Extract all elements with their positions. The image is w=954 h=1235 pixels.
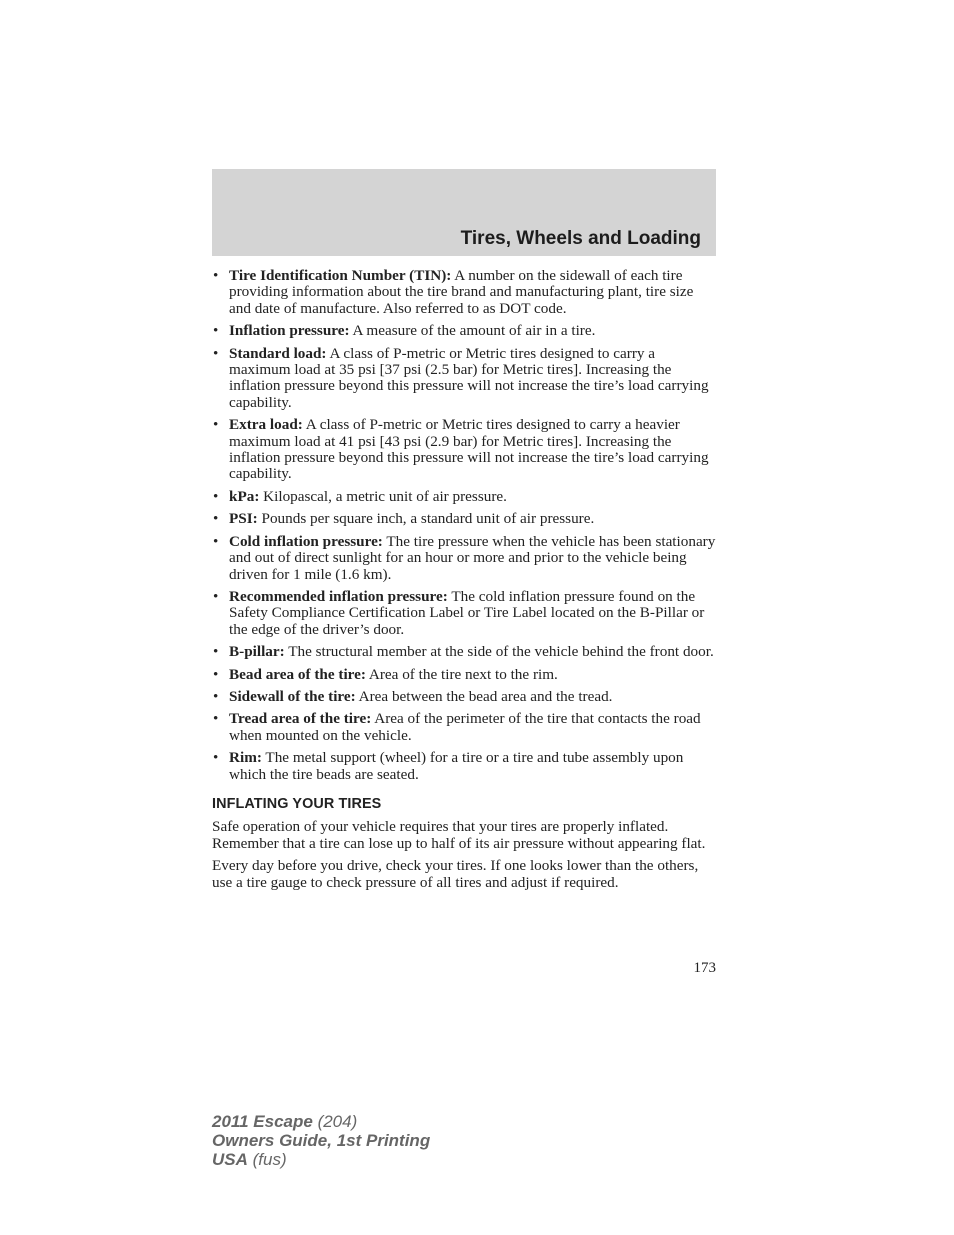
footer-line-guide [212,1131,430,1150]
print-footer [212,1112,430,1169]
definition-item [212,711,718,744]
page-content [212,268,718,897]
definition-text: The cold inflation pressure found on the Safety Compliance Certification Label or Tire Label located on the B-Pillar or the edge of the driver’s door. [229,587,705,638]
footer-region-code: (fus) [252,1150,287,1169]
definition-text: The tire pressure when the vehicle has been stationary and out of direct sunlight for an hour or more and prior to the vehicle being driven for 1 mile (1.6 km). [229,532,716,583]
footer-model-code: (204) [317,1112,358,1131]
definition-item [212,644,718,660]
definition-item [212,589,718,638]
body-paragraph: Safe operation of your vehicle requires that your tires are properly inflated. Remember that a tire can lose up to half of its air pressure without appearing flat. [212,818,706,852]
definition-term: Rim: [229,749,262,767]
definition-item [212,417,718,483]
definition-text: The structural member at the side of the vehicle behind the front door. [284,643,714,661]
definition-term: Recommended inflation pressure: [229,587,448,605]
definition-text: Area between the bead area and the tread. [355,687,613,705]
definition-item [212,750,718,783]
body-paragraph: Every day before you drive, check your tires. If one looks lower than the others, use a tire gauge to check pressure of all tires and adjust if required. [212,857,699,891]
definition-text: A measure of the amount of air in a tire. [349,322,596,340]
definition-text: A number on the sidewall of each tire providing information about the tire brand and manufacturing plant, tire size and date of manufacture. Also referred to as DOT code. [229,267,694,317]
definition-term: Bead area of the tire: [229,665,366,683]
definition-term: Tire Identification Number (TIN): [229,267,452,284]
definition-item [212,667,718,683]
definition-item [212,323,718,339]
definition-term: B-pillar: [229,643,285,661]
definition-item [212,534,718,583]
section-header-band [212,169,716,256]
definition-text: A class of P-metric or Metric tires designed to carry a maximum load at 35 psi [37 psi (2.5 bar) for Metric tires]. Increasing the inflation pressure beyond this pressure will not increase the tire’s load carrying capability. [229,344,709,411]
definition-text: Pounds per square inch, a standard unit of air pressure. [257,510,595,528]
definition-item [212,689,718,705]
definition-term: Inflation pressure: [229,322,350,340]
definition-text: Area of the perimeter of the tire that contacts the road when mounted on the vehicle. [229,710,701,744]
definition-text: Area of the tire next to the rim. [365,665,558,683]
definition-term: Sidewall of the tire: [229,687,356,705]
definition-text: The metal support (wheel) for a tire or a tire and tube assembly upon which the tire beads are seated. [229,749,684,783]
definition-list [212,268,718,783]
footer-guide: Owners Guide, 1st Printing [212,1131,431,1150]
footer-line-model [212,1112,430,1131]
definition-term: kPa: [229,487,260,505]
section-heading: INFLATING YOUR TIRES [212,795,382,812]
definition-term: Tread area of the tire: [229,710,372,728]
definition-text: Kilopascal, a metric unit of air pressure. [259,487,507,505]
definition-item [212,268,718,317]
definition-term: Cold inflation pressure: [229,532,383,550]
definition-item [212,489,718,505]
section-title: Tires, Wheels and Loading [460,228,701,249]
definition-text: A class of P-metric or Metric tires designed to carry a heavier maximum load at 41 psi [43 psi (2.9 bar) for Metric tires]. Increasing the inflation pressure beyond this pressure will not increase the tire’s load carrying capability. [229,416,709,483]
definition-term: PSI: [229,510,258,528]
definition-term: Standard load: [229,344,327,362]
page-number: 173 [693,960,716,976]
definition-item [212,346,718,412]
footer-model: 2011 Escape [212,1112,313,1131]
definition-term: Extra load: [229,416,303,434]
footer-line-region [212,1150,430,1169]
footer-region: USA [212,1150,248,1169]
definition-item [212,511,718,527]
